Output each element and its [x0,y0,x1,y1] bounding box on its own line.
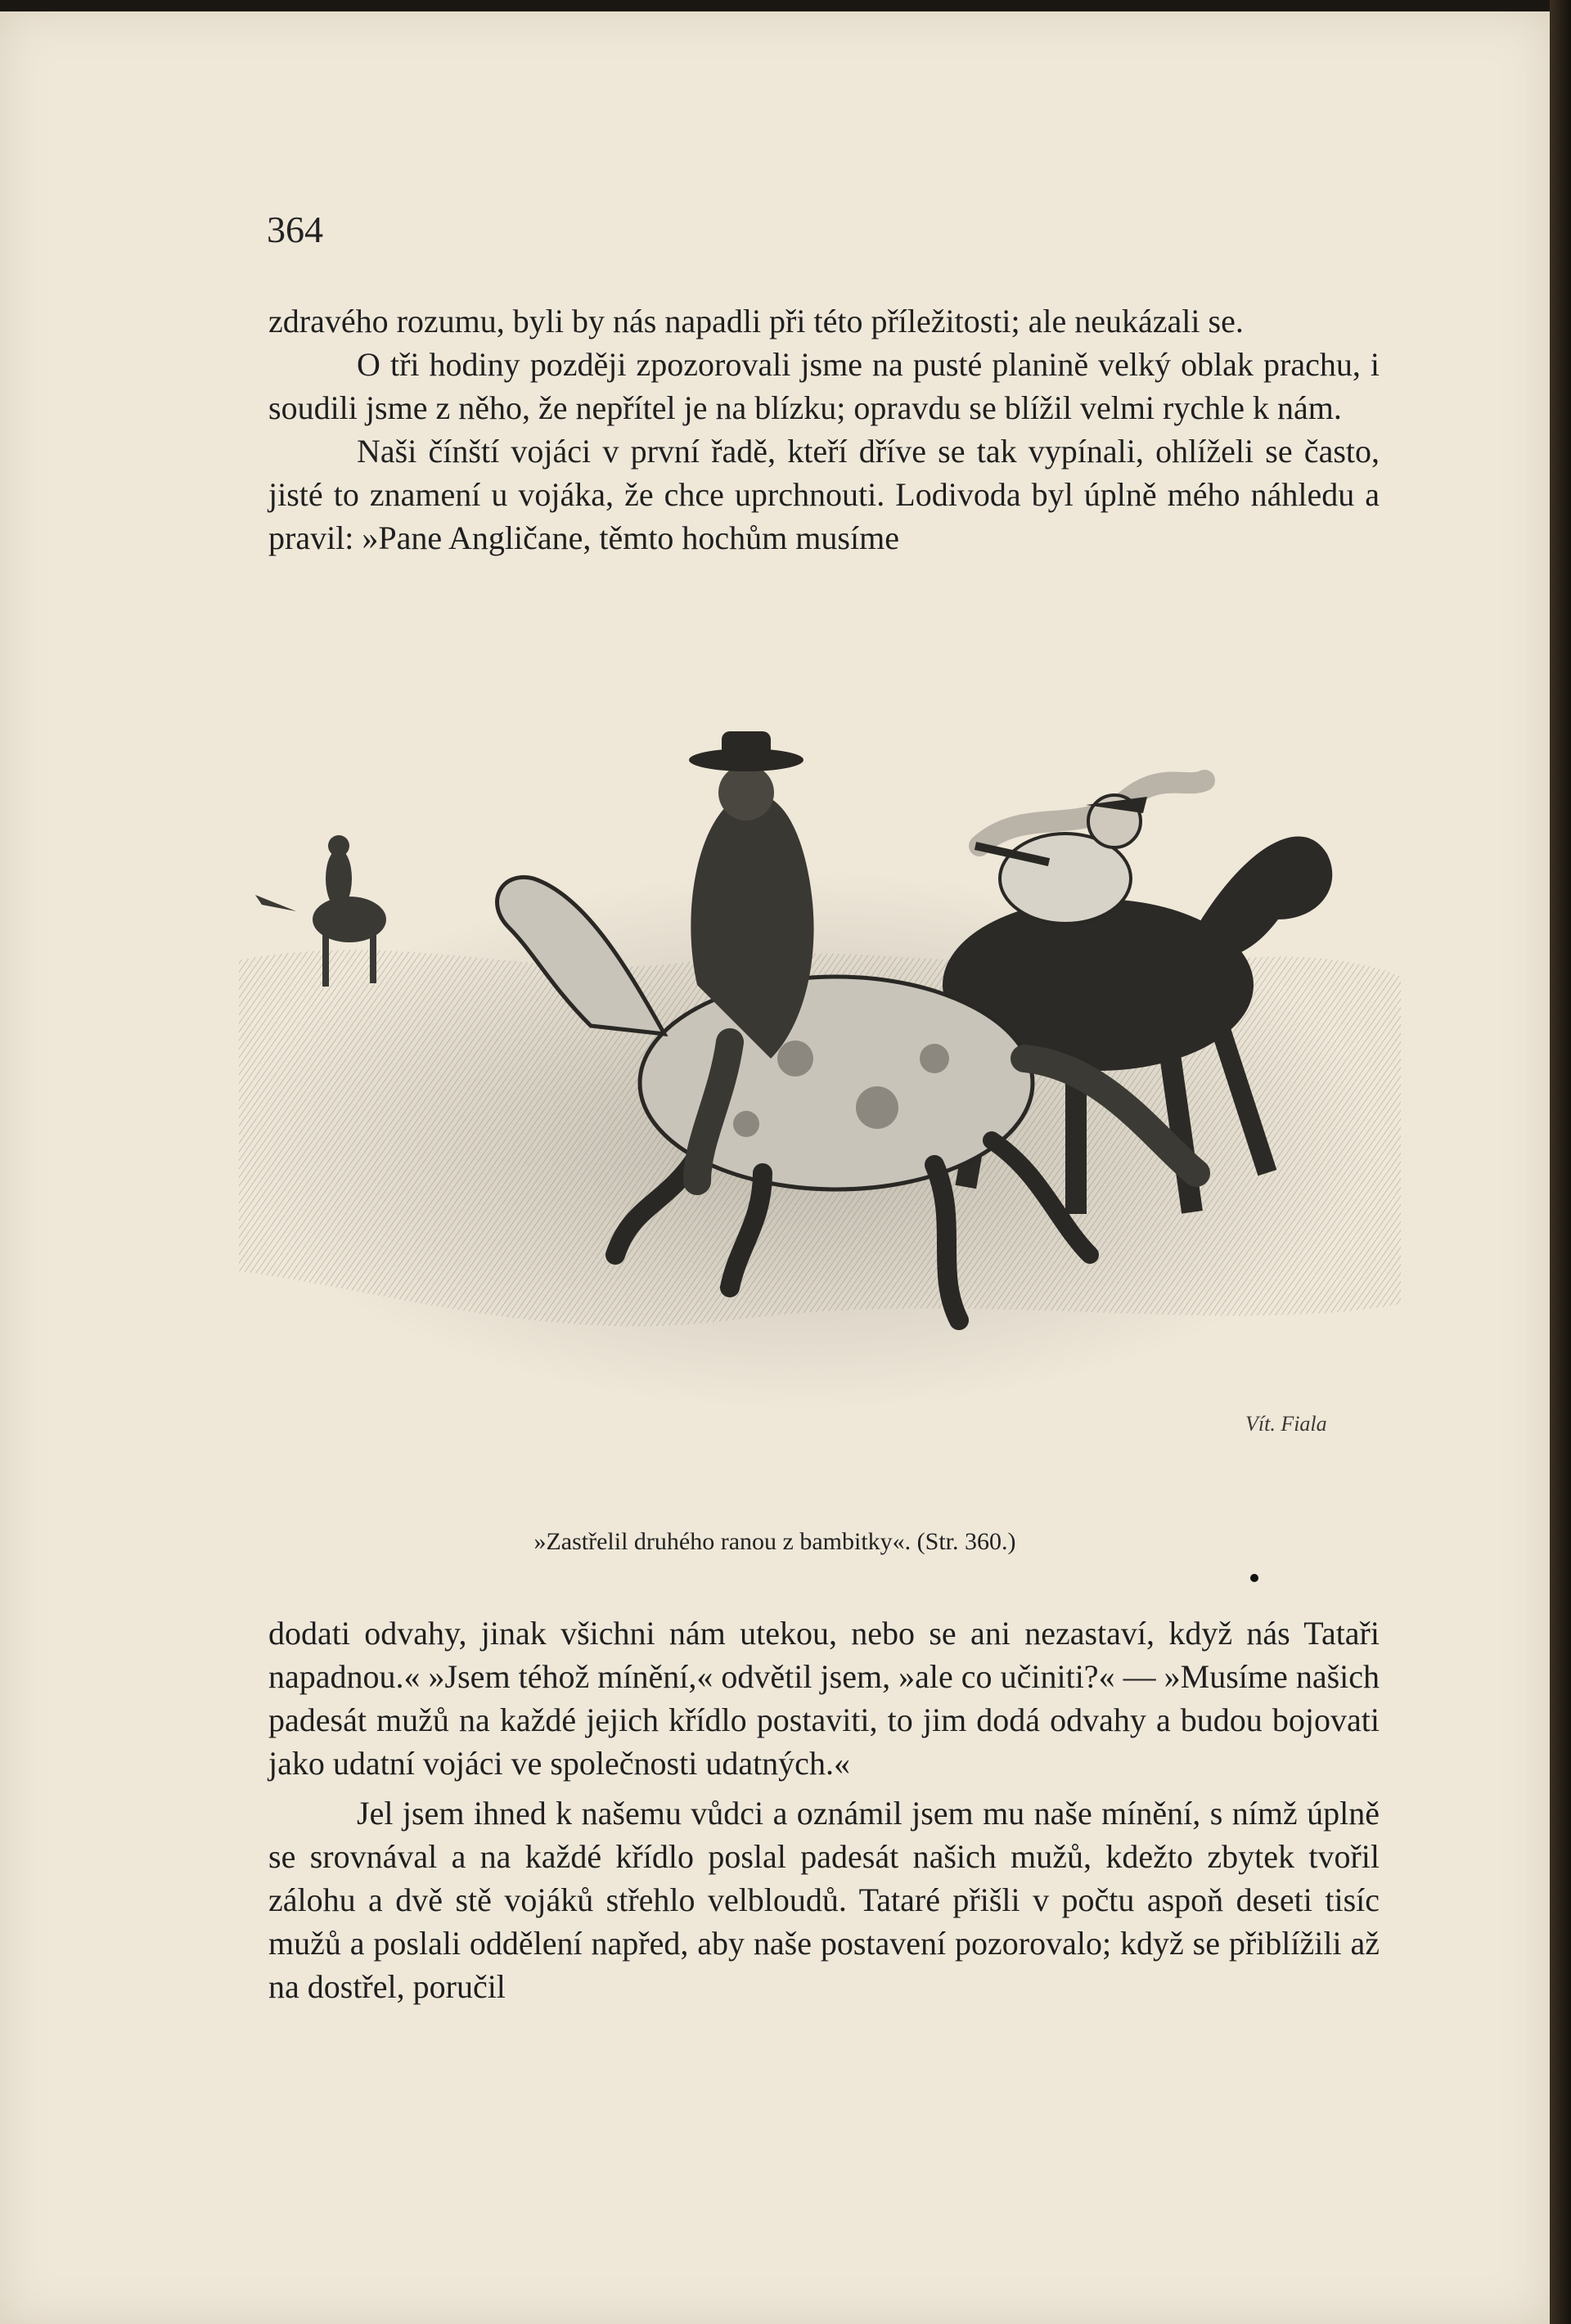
paragraph: dodati odvahy, jinak všichni nám utekou, nebo se ani nezastaví, když nás Tataři napadnou.« »Jsem téhož mínění,« odvětil jsem, »ale co učiniti?« — »Musíme našich padesát mužů na každé jejich křídlo postaviti, to jim dodá odvahy a budou bojovati jako udatní vojáci ve společnosti udatných.« [268,1615,1380,1782]
book-spine-edge [1550,0,1571,2324]
paragraph: Jel jsem ihned k našemu vůdci a oznámil jsem mu naše mínění, s nímž úplně se srovnával a na každé křídlo poslal padesát našich mužů, kdežto zbytek tvořil zálohu a dvě stě vojáků střehlo velbloudů. Tataré přišli v počtu aspoň deseti tisíc mužů a poslali oddělení napřed, aby naše postavení pozorovalo; když se přiblížili až na dostřel, poručil [268,1795,1380,2005]
artist-signature: Vít. Fiala [1245,1412,1327,1436]
paragraph: zdravého rozumu, byli by nás napadli při této příležitosti; ale neukázali se. [268,303,1244,339]
ink-speck [1250,1574,1258,1582]
paragraph: Naši čínští vojáci v první řadě, kteří dříve se tak vypínali, ohlíželi se často, jisté to znamení u vojáka, že chce uprchnouti. Lodivoda byl úplně mého náhledu a pravil: »Pane Angličane, těmto hochům musíme [268,433,1380,556]
paragraph: O tři hodiny později zpozorovali jsme na pusté planině velký oblak prachu, i soudili jsme z něho, že nepřítel je na blízku; opravdu se blížil velmi rychle k nám. [268,346,1380,426]
text-block-top [268,299,1380,560]
book-page [0,11,1550,2324]
page-number: 364 [267,209,323,250]
illustration-caption: »Zastřelil druhého ranou z bambitky«. (Str. 360.) [533,1528,1016,1555]
illustration-riders [239,715,1401,1508]
text-block-bottom [268,1612,1380,2008]
